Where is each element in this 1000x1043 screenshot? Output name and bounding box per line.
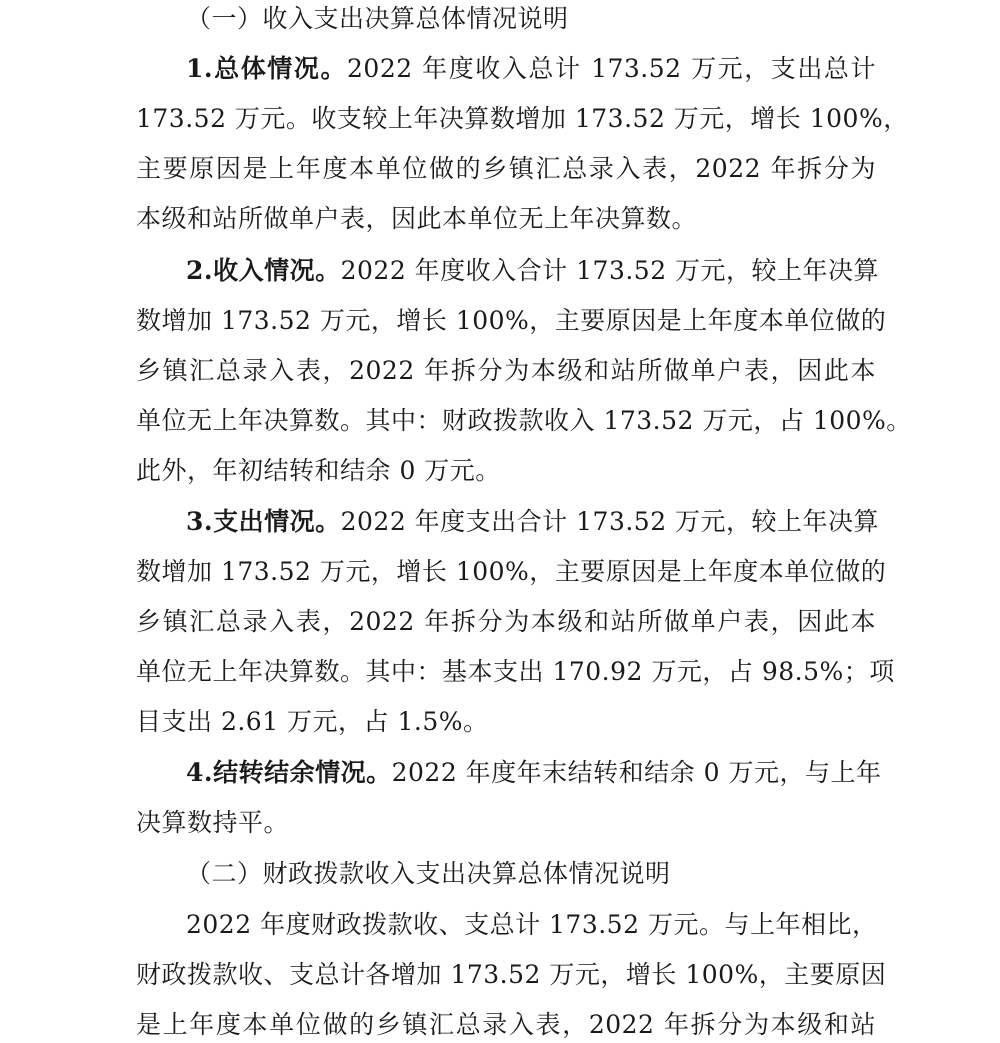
- paragraph-expenditure-line-3: 乡镇汇总录入表，2022 年拆分为本级和站所做单户表，因此本: [136, 607, 876, 636]
- paragraph-income-line-1: [186, 254, 880, 288]
- paragraph-text: 2022 年度收入总计 173.52 万元，支出总计: [347, 54, 876, 83]
- paragraph-expenditure-line-1: [186, 505, 880, 539]
- paragraph-title-carryover: 4.结转结余情况。: [186, 758, 392, 787]
- paragraph-text: 2022 年度年末结转和结余 0 万元，与上年: [391, 758, 882, 787]
- paragraph-expenditure-line-2: 数增加 173.52 万元，增长 100%，主要原因是上年度本单位做的: [136, 557, 887, 586]
- paragraph-overall-line-3: 主要原因是上年度本单位做的乡镇汇总录入表，2022 年拆分为: [136, 154, 876, 183]
- paragraph-income-line-4: 单位无上年决算数。其中：财政拨款收入 173.52 万元，占 100%。: [136, 406, 912, 435]
- paragraph-carryover-line-2: 决算数持平。: [136, 808, 290, 837]
- paragraph-title-income: 2.收入情况。: [186, 256, 341, 285]
- paragraph-fiscal-line-3: 是上年度本单位做的乡镇汇总录入表，2022 年拆分为本级和站: [136, 1010, 876, 1039]
- section-heading-income-expenditure: （一）收入支出决算总体情况说明: [186, 4, 569, 33]
- paragraph-fiscal-line-1: 2022 年度财政拨款收、支总计 173.52 万元。与上年相比，: [186, 910, 878, 939]
- paragraph-overall-line-1: [186, 52, 876, 86]
- paragraph-title-overall: 1.总体情况。: [186, 54, 348, 83]
- paragraph-overall-line-4: 本级和站所做单户表，因此本单位无上年决算数。: [136, 204, 698, 233]
- paragraph-income-line-5: 此外，年初结转和结余 0 万元。: [136, 456, 501, 485]
- paragraph-income-line-2: 数增加 173.52 万元，增长 100%，主要原因是上年度本单位做的: [136, 306, 887, 335]
- paragraph-expenditure-line-5: 目支出 2.61 万元，占 1.5%。: [136, 707, 489, 736]
- paragraph-expenditure-line-4: 单位无上年决算数。其中：基本支出 170.92 万元，占 98.5%；项: [136, 657, 895, 686]
- paragraph-fiscal-line-2: 财政拨款收、支总计各增加 173.52 万元，增长 100%，主要原因: [136, 960, 887, 989]
- paragraph-overall-line-2: 173.52 万元。收支较上年决算数增加 173.52 万元，增长 100%，: [136, 104, 909, 133]
- paragraph-text: 2022 年度收入合计 173.52 万元，较上年决算: [340, 256, 880, 285]
- paragraph-title-expenditure: 3.支出情况。: [186, 507, 341, 536]
- paragraph-carryover-line-1: [186, 756, 882, 790]
- paragraph-income-line-3: 乡镇汇总录入表，2022 年拆分为本级和站所做单户表，因此本: [136, 356, 876, 385]
- paragraph-text: 2022 年度支出合计 173.52 万元，较上年决算: [340, 507, 880, 536]
- section-heading-fiscal-allocation: （二）财政拨款收入支出决算总体情况说明: [186, 859, 671, 888]
